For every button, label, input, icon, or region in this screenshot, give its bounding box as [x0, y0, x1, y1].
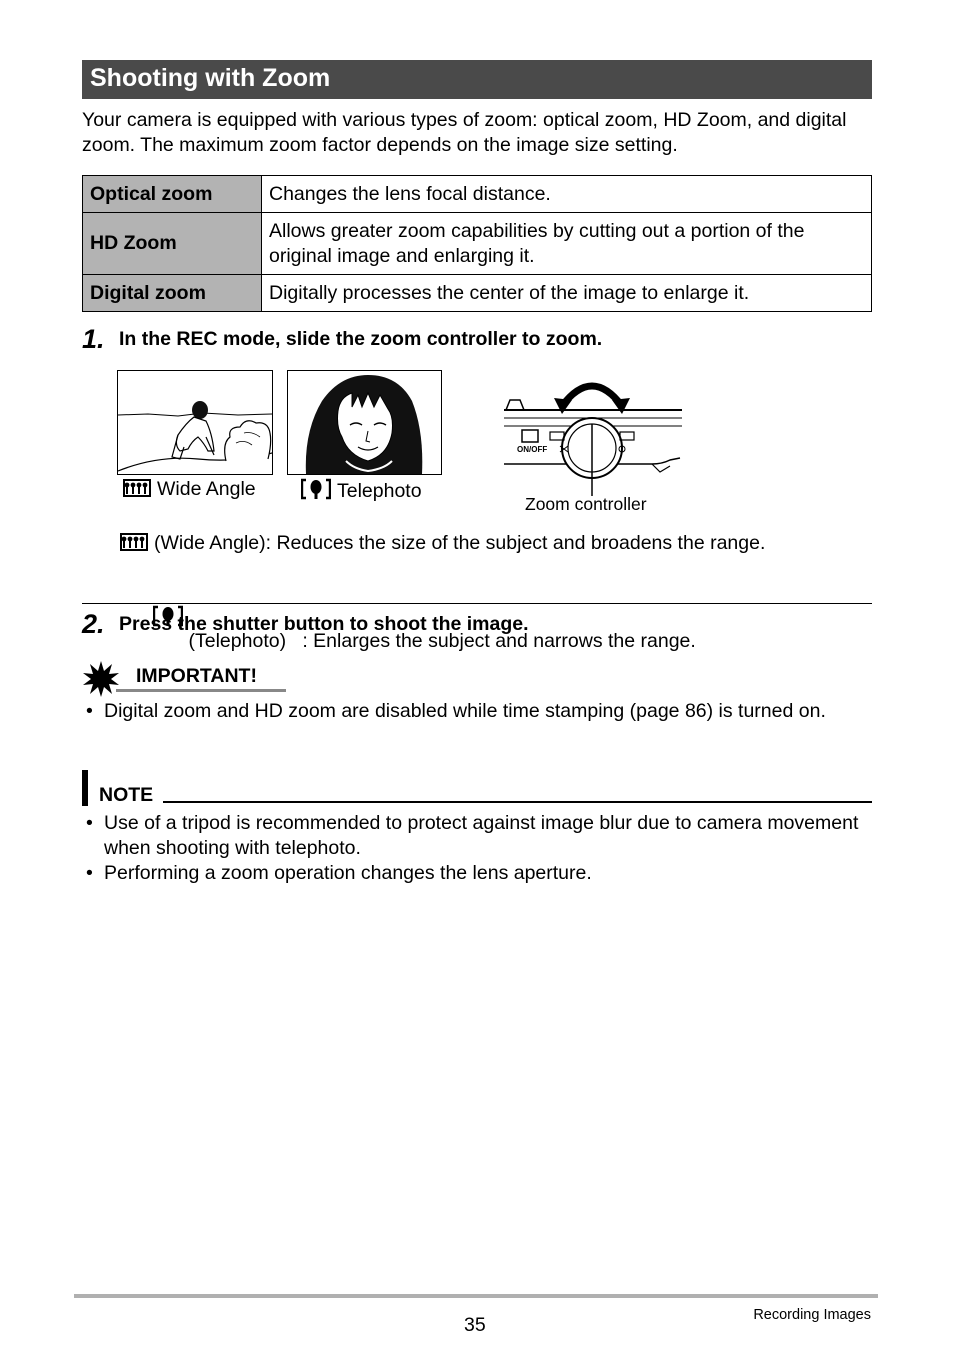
zoom-type-desc: Changes the lens focal distance.	[262, 176, 872, 213]
zoom-controller-caption: Zoom controller	[525, 494, 647, 514]
wide-angle-description-text: (Wide Angle): Reduces the size of the subject and broadens the range.	[154, 532, 766, 554]
wide-angle-caption	[123, 478, 256, 504]
footer-rule	[74, 1294, 878, 1298]
step-text: In the REC mode, slide the zoom controller to zoom.	[119, 328, 603, 350]
wide-angle-label: Wide Angle	[157, 478, 256, 500]
zoom-type-name: HD Zoom	[83, 213, 262, 275]
step-divider	[82, 603, 872, 604]
important-label: IMPORTANT!	[136, 665, 257, 687]
step-number: 1.	[82, 324, 105, 354]
telephoto-icon	[301, 478, 331, 506]
page-number: 35	[464, 1314, 486, 1336]
telephoto-label: Telephoto	[337, 480, 422, 502]
telephoto-photo	[287, 370, 442, 475]
camera-onoff-label: ON/OFF	[517, 445, 548, 454]
telephoto-description	[120, 559, 696, 656]
camera-zoom-controller-illustration	[502, 368, 684, 496]
important-heading	[82, 660, 286, 694]
note-marker	[82, 770, 88, 806]
wide-angle-icon	[120, 532, 148, 558]
telephoto-caption	[301, 478, 422, 506]
zoom-type-name: Digital zoom	[83, 275, 262, 312]
wide-angle-photo	[117, 370, 273, 475]
footer-section-name: Recording Images	[753, 1307, 871, 1323]
section-title: Shooting with Zoom	[90, 64, 331, 92]
important-underline	[116, 689, 286, 692]
zoom-type-desc: Digitally processes the center of the image to enlarge it.	[262, 275, 872, 312]
important-list	[82, 699, 872, 724]
telephoto-portrait-illustration	[288, 371, 441, 474]
list-item: • Use of a tripod is recommended to protect against image blur due to camera movement when shooting with telephoto.	[82, 811, 872, 861]
zoom-type-desc: Allows greater zoom capabilities by cutting out a portion of the original image and enlarging it.	[262, 213, 872, 275]
note-label: NOTE	[99, 784, 154, 806]
section-title-bar	[82, 60, 872, 99]
wide-angle-description	[120, 532, 765, 558]
table-row	[83, 275, 872, 312]
step-number: 2.	[82, 609, 105, 639]
wide-angle-scene-illustration	[118, 371, 272, 474]
table-row	[83, 176, 872, 213]
note-rule	[163, 801, 872, 803]
step-text: Press the shutter button to shoot the image.	[119, 613, 529, 635]
zoom-types-table	[82, 175, 872, 312]
table-row	[83, 213, 872, 275]
telephoto-description-text: (Telephoto) : Enlarges the subject and narrows the range.	[188, 630, 696, 652]
list-item: • Digital zoom and HD zoom are disabled while time stamping (page 86) is turned on.	[82, 699, 872, 724]
intro-paragraph: Your camera is equipped with various types of zoom: optical zoom, HD Zoom, and digital zoom. The maximum zoom factor depends on the image size setting.	[82, 109, 847, 156]
list-item: • Performing a zoom operation changes the lens aperture.	[82, 861, 872, 886]
zoom-type-name: Optical zoom	[83, 176, 262, 213]
important-burst-icon	[82, 660, 120, 703]
note-list	[82, 811, 872, 886]
wide-angle-icon	[123, 478, 151, 504]
